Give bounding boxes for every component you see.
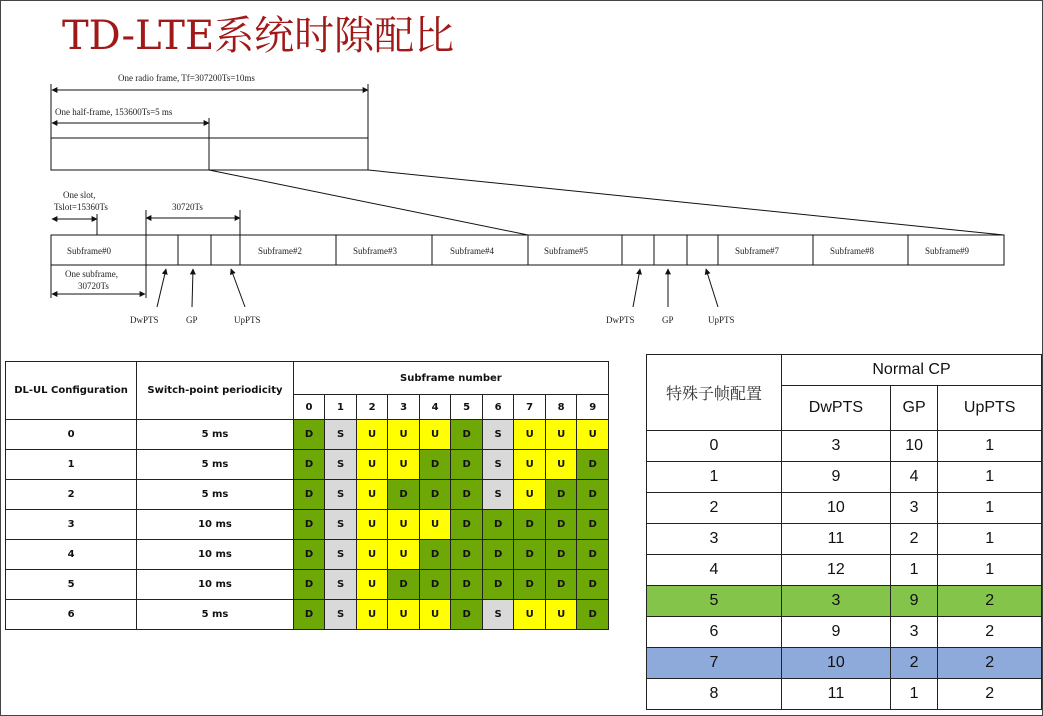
subframe-type-cell: D — [451, 600, 483, 630]
subframe-type-cell: U — [577, 420, 609, 450]
table-row — [6, 480, 609, 510]
periodicity-cell: 10 ms — [137, 540, 294, 570]
table-row — [6, 540, 609, 570]
subframe-number-header: 5 — [451, 395, 483, 420]
slot-label-2: Tslot=15360Ts — [54, 202, 108, 212]
subframe-duration-label-2: 30720Ts — [78, 281, 109, 291]
periodicity-cell: 5 ms — [137, 600, 294, 630]
subframe-type-cell: D — [293, 510, 325, 540]
configuration-cell: 5 — [6, 570, 137, 600]
subframe-type-cell: D — [419, 570, 451, 600]
uppts-cell: 1 — [938, 462, 1042, 493]
subframe-type-cell: U — [545, 450, 577, 480]
gp-cell: 2 — [890, 524, 938, 555]
subframe-type-cell: U — [356, 510, 388, 540]
subframe-type-cell: U — [419, 510, 451, 540]
subframe-type-cell: D — [577, 450, 609, 480]
subframe-type-cell: D — [545, 570, 577, 600]
subframe-type-cell: D — [577, 540, 609, 570]
configuration-cell: 6 — [6, 600, 137, 630]
subframe-label: Subframe#7 — [735, 246, 779, 256]
subframe-type-cell: D — [451, 570, 483, 600]
periodicity-cell: 5 ms — [137, 480, 294, 510]
subframe-type-cell: U — [356, 570, 388, 600]
table-row — [6, 420, 609, 450]
subframe-type-cell: D — [419, 480, 451, 510]
subframe-type-cell: S — [325, 450, 357, 480]
subframe-number-header: 1 — [325, 395, 357, 420]
subframe-duration-label-1: One subframe, — [65, 269, 118, 279]
subframe-type-cell: U — [419, 420, 451, 450]
subframe-type-cell: U — [545, 420, 577, 450]
slot-label-1: One slot, — [63, 190, 96, 200]
subframe-type-cell: D — [482, 510, 514, 540]
subframe-number-header: 9 — [577, 395, 609, 420]
uppts-cell: 2 — [938, 586, 1042, 617]
uppts-cell: 1 — [938, 555, 1042, 586]
subframe-type-cell: D — [577, 570, 609, 600]
subframe-type-cell: D — [451, 540, 483, 570]
header-gp: GP — [890, 386, 938, 431]
subframe-type-cell: D — [388, 570, 420, 600]
subframe-type-cell: S — [325, 600, 357, 630]
subframe-type-cell: U — [388, 540, 420, 570]
subframe-label: Subframe#8 — [830, 246, 874, 256]
subframe-type-cell: D — [577, 600, 609, 630]
subframe-type-cell: U — [419, 600, 451, 630]
gp-cell: 4 — [890, 462, 938, 493]
table-row — [647, 493, 1042, 524]
uppts-label: UpPTS — [708, 315, 735, 325]
uppts-cell: 1 — [938, 524, 1042, 555]
special-config-cell: 1 — [647, 462, 782, 493]
configuration-cell: 4 — [6, 540, 137, 570]
gp-cell: 3 — [890, 617, 938, 648]
dwpts-cell: 9 — [782, 617, 891, 648]
subframe-label: Subframe#0 — [67, 246, 111, 256]
header-uppts: UpPTS — [938, 386, 1042, 431]
configuration-cell: 3 — [6, 510, 137, 540]
subframe-type-cell: D — [293, 570, 325, 600]
subframe-type-cell: D — [293, 420, 325, 450]
subframe-type-cell: U — [545, 600, 577, 630]
uppts-cell: 2 — [938, 648, 1042, 679]
uppts-cell: 2 — [938, 617, 1042, 648]
subframe-type-cell: D — [419, 540, 451, 570]
dwpts-cell: 12 — [782, 555, 891, 586]
subframe-type-cell: U — [388, 450, 420, 480]
subframe-type-cell: S — [482, 450, 514, 480]
gp-cell: 9 — [890, 586, 938, 617]
table-row — [647, 462, 1042, 493]
dl-ul-configuration-table — [5, 361, 609, 630]
subframe-type-cell: S — [325, 570, 357, 600]
dwpts-cell: 11 — [782, 524, 891, 555]
subframe-type-cell: D — [293, 450, 325, 480]
subframe-number-header: 7 — [514, 395, 546, 420]
periodicity-cell: 10 ms — [137, 570, 294, 600]
table-row — [647, 679, 1042, 710]
configuration-cell: 2 — [6, 480, 137, 510]
subframe-type-cell: U — [514, 420, 546, 450]
subframe-label: Subframe#3 — [353, 246, 397, 256]
table-row — [6, 450, 609, 480]
subframe-type-cell: S — [482, 420, 514, 450]
subframe-type-cell: U — [388, 510, 420, 540]
subframe-number-header: 6 — [482, 395, 514, 420]
subframe-label: Subframe#5 — [544, 246, 588, 256]
subframe-number-header: 0 — [293, 395, 325, 420]
gp-cell: 10 — [890, 431, 938, 462]
subframe-type-cell: U — [356, 480, 388, 510]
dwpts-cell: 11 — [782, 679, 891, 710]
subframe-type-cell: S — [482, 600, 514, 630]
subframe-type-cell: S — [325, 540, 357, 570]
gp-label: GP — [186, 315, 198, 325]
subframe-type-cell: U — [388, 420, 420, 450]
subframe-label: Subframe#4 — [450, 246, 494, 256]
gp-cell: 2 — [890, 648, 938, 679]
uppts-label: UpPTS — [234, 315, 261, 325]
dwpts-cell: 10 — [782, 648, 891, 679]
subframe-type-cell: D — [451, 420, 483, 450]
subframe-type-cell: S — [325, 480, 357, 510]
uppts-cell: 1 — [938, 431, 1042, 462]
gp-cell: 1 — [890, 555, 938, 586]
subframe-type-cell: U — [514, 600, 546, 630]
table-row — [647, 586, 1042, 617]
dwpts-cell: 9 — [782, 462, 891, 493]
subframe-number-header: 8 — [545, 395, 577, 420]
subframe-type-cell: S — [325, 510, 357, 540]
table-row — [647, 524, 1042, 555]
table-row — [647, 555, 1042, 586]
subframe-type-cell: D — [293, 540, 325, 570]
special-config-cell: 8 — [647, 679, 782, 710]
subframe-type-cell: S — [482, 480, 514, 510]
subframe-type-cell: U — [356, 600, 388, 630]
dwpts-label: DwPTS — [606, 315, 635, 325]
special-config-cell: 5 — [647, 586, 782, 617]
half-frame-label: One half-frame, 153600Ts=5 ms — [55, 107, 173, 117]
subframe-type-cell: D — [514, 540, 546, 570]
subframe-number-header: 2 — [356, 395, 388, 420]
gp-label: GP — [662, 315, 674, 325]
table-row — [6, 570, 609, 600]
subframe-label: Subframe#9 — [925, 246, 969, 256]
slide-title: TD-LTE系统时隙配比 — [62, 13, 455, 59]
header-subframe-number: Subframe number — [293, 362, 608, 395]
subframe-type-cell: D — [514, 570, 546, 600]
subframe-type-cell: D — [388, 480, 420, 510]
periodicity-cell: 5 ms — [137, 450, 294, 480]
uppts-cell: 1 — [938, 493, 1042, 524]
header-dwpts: DwPTS — [782, 386, 891, 431]
subframe-type-cell: D — [577, 480, 609, 510]
radio-frame-label: One radio frame, Tf=307200Ts=10ms — [118, 73, 255, 83]
subframe-type-cell: D — [482, 570, 514, 600]
uppts-cell: 2 — [938, 679, 1042, 710]
special-config-cell: 7 — [647, 648, 782, 679]
subframe-type-cell: D — [293, 600, 325, 630]
subframe-label: Subframe#2 — [258, 246, 302, 256]
subframe-type-cell: U — [514, 480, 546, 510]
periodicity-cell: 10 ms — [137, 510, 294, 540]
configuration-cell: 0 — [6, 420, 137, 450]
subframe-type-cell: D — [451, 480, 483, 510]
header-special-subframe-config: 特殊子帧配置 — [647, 355, 782, 431]
special-config-cell: 2 — [647, 493, 782, 524]
gp-cell: 3 — [890, 493, 938, 524]
subframe-number-header: 4 — [419, 395, 451, 420]
table-row — [6, 510, 609, 540]
subframe-number-header: 3 — [388, 395, 420, 420]
special-config-cell: 0 — [647, 431, 782, 462]
subframe-type-cell: D — [545, 540, 577, 570]
special-config-cell: 3 — [647, 524, 782, 555]
subframe-type-cell: U — [388, 600, 420, 630]
special-length-label: 30720Ts — [172, 202, 203, 212]
subframe-type-cell: U — [514, 450, 546, 480]
subframe-type-cell: D — [482, 540, 514, 570]
dwpts-cell: 10 — [782, 493, 891, 524]
header-normal-cp: Normal CP — [782, 355, 1042, 386]
table-row — [647, 431, 1042, 462]
special-config-cell: 4 — [647, 555, 782, 586]
subframe-type-cell: D — [293, 480, 325, 510]
header-switch-point-periodicity: Switch-point periodicity — [137, 362, 294, 420]
subframe-type-cell: U — [356, 540, 388, 570]
header-dl-ul-configuration: DL-UL Configuration — [6, 362, 137, 420]
subframe-type-cell: D — [577, 510, 609, 540]
table-row — [6, 600, 609, 630]
gp-cell: 1 — [890, 679, 938, 710]
subframe-type-cell: U — [356, 450, 388, 480]
subframe-type-cell: U — [356, 420, 388, 450]
subframe-type-cell: D — [451, 510, 483, 540]
subframe-type-cell: S — [325, 420, 357, 450]
dwpts-label: DwPTS — [130, 315, 159, 325]
subframe-type-cell: D — [514, 510, 546, 540]
dwpts-cell: 3 — [782, 431, 891, 462]
subframe-type-cell: D — [545, 510, 577, 540]
special-subframe-table — [646, 354, 1042, 710]
subframe-type-cell: D — [419, 450, 451, 480]
dwpts-cell: 3 — [782, 586, 891, 617]
table-row — [647, 617, 1042, 648]
periodicity-cell: 5 ms — [137, 420, 294, 450]
table-row — [647, 648, 1042, 679]
special-config-cell: 6 — [647, 617, 782, 648]
subframe-type-cell: D — [451, 450, 483, 480]
configuration-cell: 1 — [6, 450, 137, 480]
frame-structure-diagram — [0, 60, 1043, 330]
subframe-type-cell: D — [545, 480, 577, 510]
